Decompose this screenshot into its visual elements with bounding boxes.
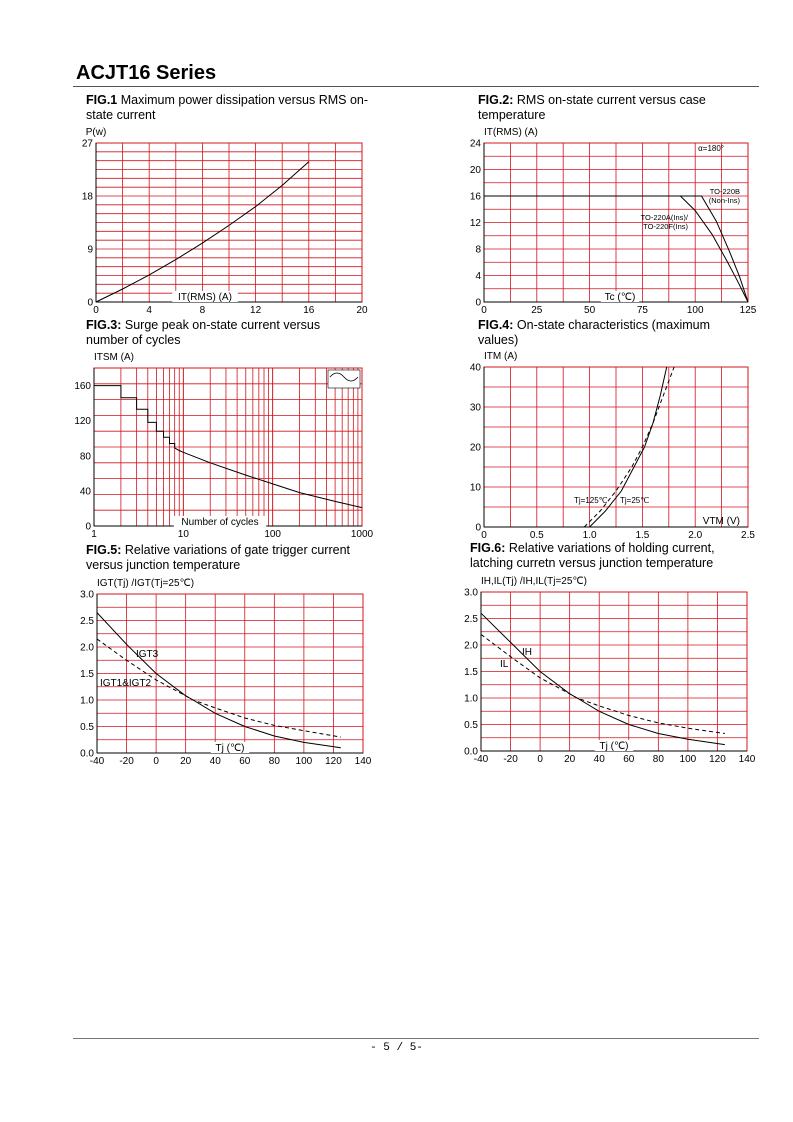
fig2-x-axis-label: Tc (℃) (604, 292, 636, 303)
fig6-chart (462, 573, 762, 769)
fig3-chart (70, 350, 380, 544)
fig5-annotation: IGT3 (136, 649, 159, 660)
fig1-label: FIG.1 (86, 93, 118, 107)
fig4-y-tick-label: 20 (469, 442, 481, 454)
fig2-y-tick-label: 20 (469, 165, 481, 176)
fig3-y-tick-label: 0 (85, 521, 91, 533)
fig2-y-tick-label: 16 (469, 191, 481, 203)
fig4-x-tick-label: 2.0 (688, 530, 703, 541)
fig5-y-tick-label: 3.0 (80, 589, 94, 601)
fig5-chart (70, 575, 380, 771)
fig5-x-tick-label: 100 (295, 756, 313, 767)
fig4-y-axis-label: ITM (A) (484, 351, 518, 362)
fig5-x-tick-label: -40 (89, 756, 105, 767)
fig4-annotation: Tj=25℃ (620, 496, 650, 505)
fig3-y-tick-label: 40 (79, 486, 91, 498)
fig6-caption-text: Relative variations of holding current, latching curretn versus junction temperature (470, 541, 715, 570)
footer-rule (73, 1038, 759, 1039)
fig3-y-tick-label: 120 (74, 416, 91, 428)
fig5-y-axis-label: IGT(Tj) /IGT(Tj=25℃) (97, 578, 195, 589)
fig6-y-tick-label: 0.0 (464, 746, 478, 758)
fig6-y-tick-label: 0.5 (464, 720, 478, 731)
fig1-x-tick-label: 20 (356, 305, 368, 316)
fig1-x-axis-label: IT(RMS) (A) (178, 292, 232, 303)
fig3-wave-inset (328, 370, 360, 388)
fig1-y-tick-label: 0 (87, 297, 93, 309)
fig4-caption-text: On-state characteristics (maximum values) (478, 318, 710, 347)
fig3-caption (86, 318, 356, 348)
fig4-x-tick-label: 0.5 (529, 530, 544, 541)
fig5-x-axis-label: Tj (℃) (215, 743, 245, 754)
fig2-annotation: TO-220B (709, 187, 740, 196)
fig5-caption-text: Relative variations of gate trigger current versus junction temperature (86, 543, 351, 572)
fig1-chart (70, 124, 380, 320)
fig4-label: FIG.4: (478, 318, 514, 332)
fig5-y-tick-label: 0.0 (80, 748, 94, 760)
fig2-annotation: α=180° (698, 144, 724, 153)
fig1-x-tick-label: 16 (303, 305, 315, 316)
fig6-caption (470, 541, 760, 571)
fig6-x-tick-label: 80 (652, 754, 664, 765)
fig1-x-tick-label: 12 (250, 305, 262, 316)
fig6-x-tick-label: 140 (738, 754, 756, 765)
fig5-annotation: IGT1&IGT2 (100, 678, 152, 689)
fig6-x-tick-label: 20 (564, 754, 576, 765)
fig5-y-tick-label: 2.5 (80, 616, 94, 627)
fig4-y-tick-label: 30 (469, 402, 481, 414)
fig6-x-tick-label: 0 (537, 754, 543, 765)
fig5-x-tick-label: 40 (209, 756, 221, 767)
fig6-y-tick-label: 1.0 (464, 693, 478, 705)
fig2-y-tick-label: 4 (475, 271, 481, 282)
fig2-y-tick-label: 24 (469, 138, 481, 150)
fig5-y-tick-label: 0.5 (80, 722, 94, 733)
fig3-x-tick-label: 100 (264, 529, 282, 540)
fig6-y-tick-label: 2.5 (464, 614, 478, 625)
fig6-x-tick-label: -20 (503, 754, 518, 765)
fig4-y-tick-label: 40 (469, 362, 481, 374)
fig2-caption (478, 93, 738, 123)
fig2-annotation: TO-220A(Ins)/ (640, 213, 688, 222)
fig6-x-tick-label: 60 (623, 754, 635, 765)
fig4-x-tick-label: 1.5 (635, 530, 650, 541)
fig2-x-tick-label: 125 (739, 305, 757, 316)
fig4-y-tick-label: 10 (469, 482, 481, 494)
fig5-x-tick-label: 80 (268, 756, 280, 767)
fig2-x-tick-label: 50 (584, 305, 596, 316)
fig4-x-tick-label: 1.0 (582, 530, 597, 541)
fig4-x-axis-label: VTM (V) (702, 516, 740, 527)
fig6-x-tick-label: 40 (593, 754, 605, 765)
fig2-y-axis-label: IT(RMS) (A) (484, 127, 538, 138)
fig6-annotation: IH (522, 647, 532, 658)
fig1-x-tick-label: 8 (199, 305, 206, 316)
fig1-x-tick-label: 4 (146, 305, 152, 316)
fig6-x-tick-label: -40 (473, 754, 489, 765)
fig5-y-tick-label: 1.5 (80, 669, 94, 680)
fig1-y-tick-label: 27 (81, 138, 93, 150)
fig5-caption (86, 543, 386, 573)
fig5-x-tick-label: 20 (180, 756, 192, 767)
fig1-y-tick-label: 18 (81, 191, 93, 203)
page-title: ACJT16 Series (76, 62, 217, 84)
fig6-y-axis-label: IH,IL(Tj) /IH,IL(Tj=25℃) (481, 576, 587, 587)
fig2-label: FIG.2: (478, 93, 514, 107)
fig1-y-axis-label: P(w) (85, 127, 107, 138)
fig3-y-tick-label: 160 (74, 381, 91, 393)
fig3-y-axis-label: ITSM (A) (94, 352, 134, 363)
fig6-y-tick-label: 3.0 (464, 587, 478, 599)
fig2-chart (462, 124, 762, 320)
fig2-x-tick-label: 100 (686, 305, 704, 316)
fig3-x-tick-label: 10 (177, 529, 189, 540)
fig3-x-tick-label: 1000 (350, 529, 374, 540)
fig6-x-tick-label: 120 (709, 754, 726, 765)
fig4-caption (478, 318, 748, 348)
fig3-x-axis-label: Number of cycles (181, 517, 259, 528)
header-rule (73, 86, 759, 87)
fig5-x-tick-label: 140 (354, 756, 372, 767)
fig3-y-tick-label: 80 (79, 451, 91, 463)
fig6-y-tick-label: 1.5 (464, 667, 478, 678)
fig6-annotation: IL (500, 659, 509, 670)
fig2-y-tick-label: 8 (475, 244, 481, 256)
fig6-x-tick-label: 100 (679, 754, 697, 765)
fig5-x-tick-label: 120 (325, 756, 342, 767)
fig2-caption-text: RMS on-state current versus case temperature (478, 93, 706, 122)
fig2-annotation: TO-220F(Ins) (643, 222, 688, 231)
fig3-caption-text: Surge peak on-state current versus number of cycles (86, 318, 321, 347)
fig6-label: FIG.6: (470, 541, 506, 555)
fig5-x-tick-label: 0 (153, 756, 159, 767)
fig2-x-tick-label: 75 (636, 305, 648, 316)
fig3-label: FIG.3: (86, 318, 122, 332)
fig4-y-tick-label: 0 (475, 522, 481, 534)
fig4-x-tick-label: 0 (481, 530, 487, 541)
fig5-x-tick-label: 60 (239, 756, 251, 767)
fig2-x-tick-label: 25 (531, 305, 543, 316)
fig2-annotation: (Non-Ins) (708, 196, 740, 205)
fig6-x-axis-label: Tj (℃) (599, 741, 629, 752)
page-number: - 5 / 5- (370, 1042, 423, 1054)
fig2-y-tick-label: 12 (469, 218, 481, 229)
fig6-y-tick-label: 2.0 (464, 640, 478, 652)
fig1-x-tick-label: 0 (93, 305, 99, 316)
fig5-label: FIG.5: (86, 543, 122, 557)
fig4-annotation: Tj=125℃ (574, 496, 608, 505)
fig4-x-tick-label: 2.5 (741, 530, 755, 541)
fig1-caption (86, 93, 386, 123)
fig1-caption-text: Maximum power dissipation versus RMS on-state current (86, 93, 369, 122)
fig3-x-tick-label: 1 (91, 529, 97, 540)
fig4-chart (462, 350, 762, 542)
fig5-y-tick-label: 2.0 (80, 642, 94, 654)
fig5-y-tick-label: 1.0 (80, 695, 94, 707)
fig1-y-tick-label: 9 (87, 244, 93, 256)
fig2-y-tick-label: 0 (475, 297, 481, 309)
fig2-x-tick-label: 0 (481, 305, 487, 316)
fig5-x-tick-label: -20 (119, 756, 134, 767)
